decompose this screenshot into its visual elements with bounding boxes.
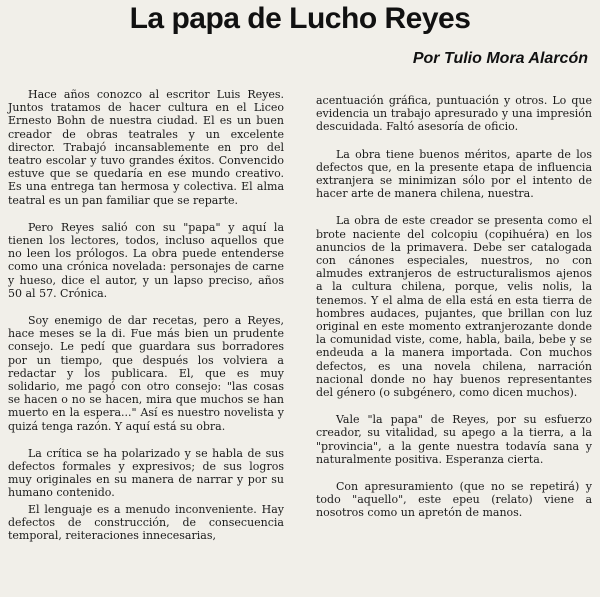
paragraph: Pero Reyes salió con su "papa" y aquí la tienen los lectores, todos, incluso aquellos que no leen los prólogos. La obra puede entenderse como una crónica novelada: personajes de carne y hueso, dice el autor, y un lapso preciso, años 50 al 57. Crónica.	[8, 220, 284, 300]
paragraph: Vale "la papa" de Reyes, por su esfuerzo creador, su vitalidad, su apego a la tierra, a la "provincia", a la gente nuestra todavía sana y naturalmente positiva. Esperanza cierta.	[316, 413, 592, 466]
article-title: La papa de Lucho Reyes	[129, 2, 471, 35]
article-column-left	[8, 88, 284, 556]
paragraph: La crítica se ha polarizado y se habla de sus defectos formales y expresivos; de sus logros muy originales en su manera de narrar y por su humano contenido.	[8, 446, 284, 500]
paragraph: Soy enemigo de dar recetas, pero a Reyes, hace meses se la di. Fue más bien un prudente consejo. Le pedí que guardara sus borradores por un tiempo, que después los volviera a redactar y los publicara. El, que es muy solidario, me pagó con otro consejo: "las cosas se hacen o no se hacen, mira que muchos se han muerto en la espera..." Así es nuestro novelista y quizá tenga razón. Y aquí está su obra.	[8, 314, 284, 433]
paragraph: La obra de este creador se presenta como el brote naciente del colcopiu (copihuéra) en los anuncios de la primavera. Debe ser catalogada con cánones especiales, nuestros, no con almudes extranjeros de estructuralismos ajenos a la cultura chilena, porque, velis nolis, la tenemos. Y el alma de ella está en esta tierra de hombres audaces, pujantes, que brillan con luz original en este momento extranjerozante donde la comunidad viste, come, habla, baila, bebe y se endeuda a la manera importada. Con muchos defectos, es una novela chilena, narración nacional donde no hay buenos representantes del género (o subgénero, como dicen muchos).	[316, 214, 592, 400]
paragraph: Con apresuramiento (que no se repetirá) y todo "aquello", este epeu (relato) viene a nosotros como un apretón de manos.	[316, 480, 592, 520]
paragraph: acentuación gráfica, puntuación y otros. Lo que evidencia un trabajo apresurado y una impresión descuidada. Faltó asesoría de oficio.	[316, 94, 592, 134]
article-byline: Por Tulio Mora Alarcón	[412, 50, 588, 67]
article-column-right	[316, 94, 592, 534]
paragraph: El lenguaje es a menudo inconveniente. Hay defectos de construcción, de consecuencia temporal, reiteraciones innecesarias,	[8, 502, 284, 543]
paragraph: La obra tiene buenos méritos, aparte de los defectos que, en la presente etapa de influencia extranjera se minimizan sólo por el intento de hacer arte de manera chilena, nuestra.	[316, 147, 592, 201]
paragraph: Hace años conozco al escritor Luis Reyes. Juntos tratamos de hacer cultura en el Liceo Ernesto Bohn de nuestra ciudad. El es un buen creador de obras teatrales y un excelente director. Trabajó incansablemente en pro del teatro escolar y tuvo grandes éxitos. Convencido estuve que se quedaría en ese mundo creativo. Es una entrega tan hermosa y colectiva. El alma teatral es un pan familiar que se reparte.	[8, 88, 284, 207]
